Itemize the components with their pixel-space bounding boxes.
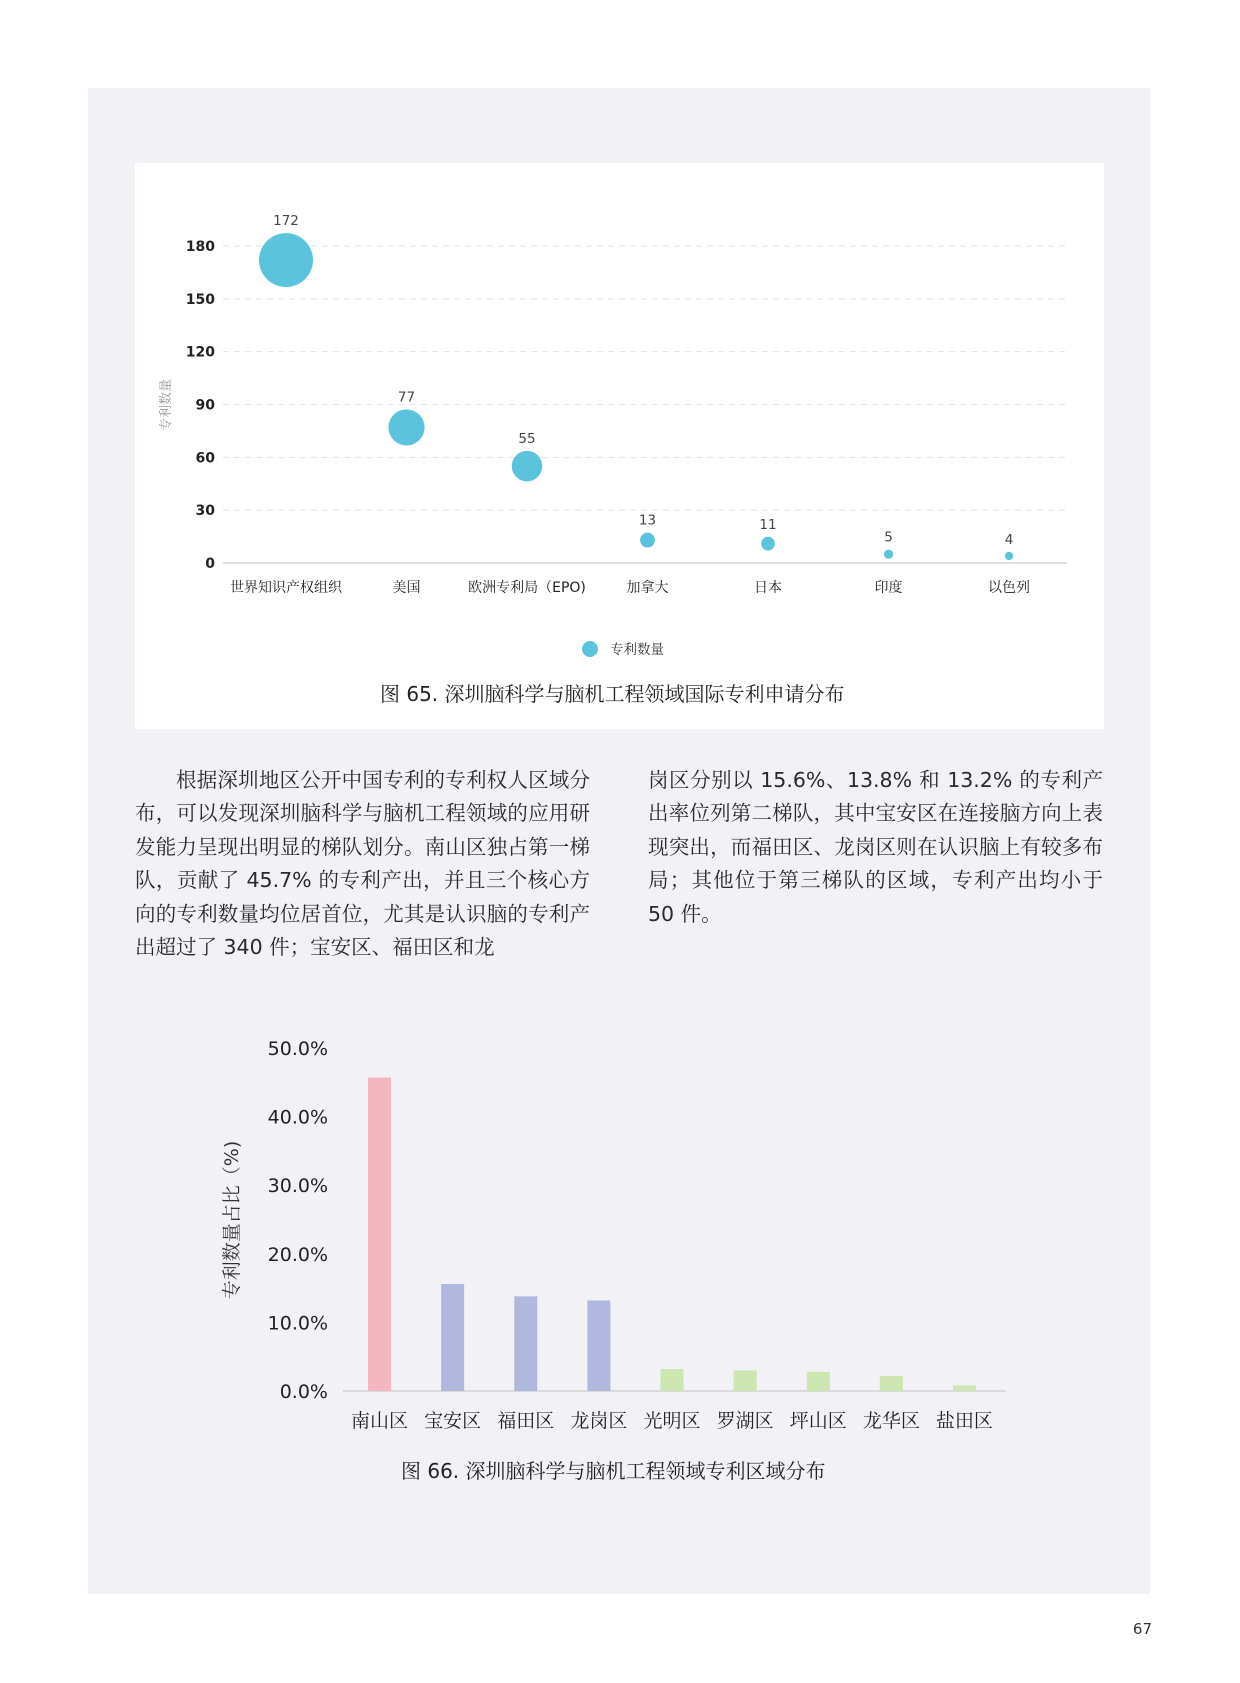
bubble-point [1005,552,1013,560]
x-tick-label: 福田区 [497,1410,555,1432]
data-label: 11 [759,516,777,533]
y-tick-label: 60 [195,450,215,467]
data-label: 5 [884,529,893,546]
y-tick-label: 0.0% [279,1381,328,1403]
data-label: 55 [518,430,536,447]
figure-65-chart [135,163,1104,683]
bubble-point [259,233,313,287]
body-paragraph-right: 岗区分别以 15.6%、13.8% 和 13.2% 的专利产出率位列第二梯队，其中宝安区在连接脑方向上表现突出，而福田区、龙岗区则在认识脑上有较多布局；其他位于第三梯队的区域，专利产出均小于 50 件。 [648,768,1103,926]
y-tick-label: 10.0% [267,1312,328,1335]
x-tick-label: 宝安区 [424,1410,482,1432]
bubble-point [388,409,424,445]
bubble-point [761,537,775,551]
x-tick-label: 盐田区 [935,1410,993,1432]
y-tick-label: 30 [195,503,215,520]
y-tick-label: 150 [185,291,215,308]
data-label: 172 [273,213,299,230]
data-label: 77 [397,389,416,406]
bar [441,1284,464,1391]
legend-label: 专利数量 [610,642,664,658]
bar [880,1376,903,1391]
data-label: 13 [638,512,657,529]
y-tick-label: 20.0% [267,1243,328,1266]
x-tick-label: 欧洲专利局（EPO) [468,580,586,596]
x-tick-label: 坪山区 [789,1410,847,1432]
bar [734,1370,757,1391]
y-axis-label: 专利数量占比（%) [221,1140,243,1300]
bubble-point [884,550,893,559]
y-tick-label: 90 [195,397,215,414]
y-axis-label: 专利数量 [159,378,174,432]
y-tick-label: 50.0% [267,1038,328,1060]
bar [661,1369,684,1391]
figure-66-chart [88,1015,1150,1455]
bar [587,1300,610,1391]
bar [807,1372,830,1391]
figure-65-caption: 图 65. 深圳脑科学与脑机工程领域国际专利申请分布 [380,682,845,706]
x-tick-label: 光明区 [643,1410,701,1432]
x-tick-label: 南山区 [351,1410,409,1432]
x-tick-label: 美国 [392,580,421,596]
y-tick-label: 40.0% [267,1106,328,1129]
data-label: 4 [1004,531,1014,548]
x-tick-label: 龙岗区 [570,1410,628,1432]
legend-marker [582,641,598,657]
bar [368,1077,391,1391]
bubble-point [512,451,543,482]
y-tick-label: 30.0% [267,1175,328,1198]
x-tick-label: 世界知识产权组织 [230,580,342,596]
x-tick-label: 日本 [754,580,782,596]
y-tick-label: 120 [185,344,215,361]
x-tick-label: 龙华区 [862,1410,920,1432]
x-tick-label: 罗湖区 [716,1410,774,1432]
x-tick-label: 印度 [874,580,903,596]
y-tick-label: 180 [185,239,215,255]
bar [953,1386,976,1391]
bubble-point [640,533,655,548]
body-paragraph-left: 根据深圳地区公开中国专利的专利权人区域分布，可以发现深圳脑科学与脑机工程领域的应用研发能力呈现出明显的梯队划分。南山区独占第一梯队，贡献了 45.7% 的专利产出，并且三个核心方向的专利数量均位居首位，尤其是认识脑的专利产出超过了 340 件；宝安区、福田区和龙 [135,768,590,960]
y-tick-label: 0 [205,556,215,572]
x-tick-label: 加拿大 [626,580,669,596]
x-tick-label: 以色列 [988,580,1030,596]
figure-66-caption: 图 66. 深圳脑科学与脑机工程领域专利区域分布 [401,1459,826,1483]
figure-65-card [135,163,1104,729]
bar [514,1296,537,1391]
page-number: 67 [1132,1620,1152,1638]
